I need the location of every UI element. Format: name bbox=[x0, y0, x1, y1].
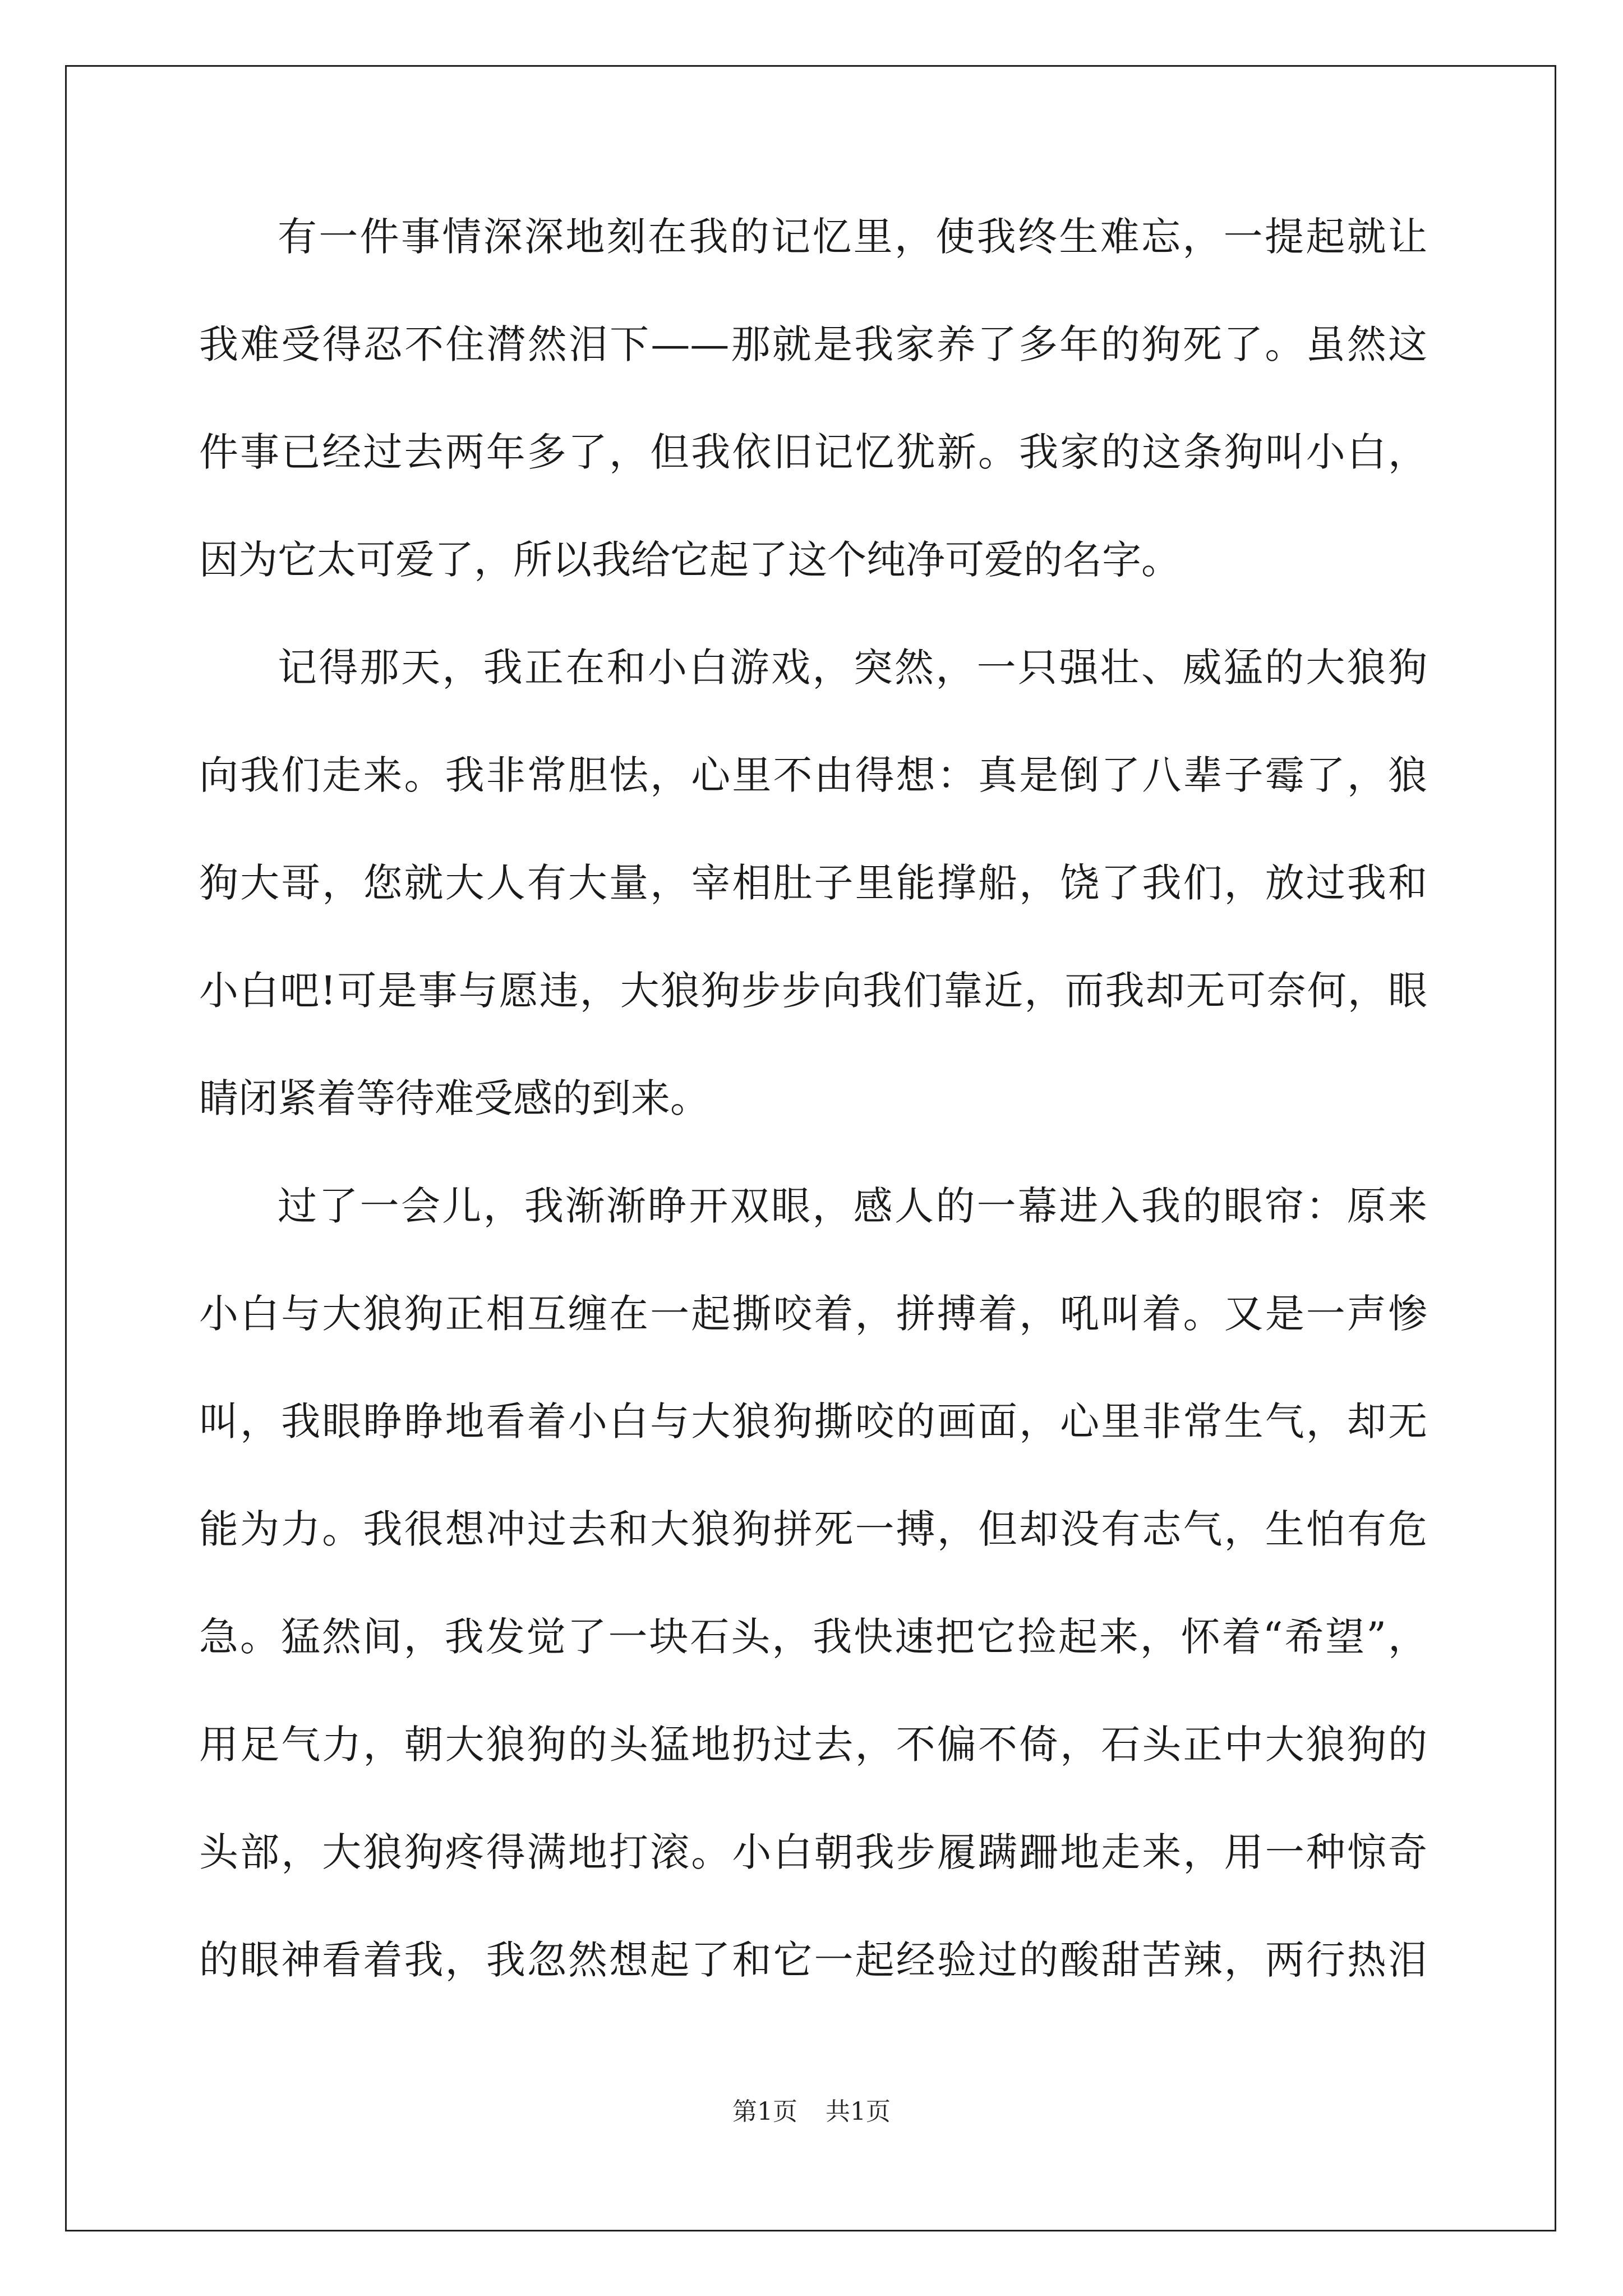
page-total: 共1页 bbox=[826, 2097, 891, 2126]
text-line: 的眼神看着我，我忽然想起了和它一起经验过的酸甜苦辣，两行热泪 bbox=[199, 1937, 1427, 1983]
text-line: 能为力。我很想冲过去和大狼狗拼死一搏，但却没有志气，生怕有危 bbox=[199, 1506, 1427, 1552]
text-line: 因为它太可爱了，所以我给它起了这个纯净可爱的名字。 bbox=[199, 537, 1181, 583]
text-line: 过了一会儿，我渐渐睁开双眼，感人的一幕进入我的眼帘：原来 bbox=[278, 1183, 1427, 1229]
text-line: 急。猛然间，我发觉了一块石头，我快速把它捡起来，怀着“希望”， bbox=[199, 1614, 1427, 1660]
text-line: 记得那天，我正在和小白游戏，突然，一只强壮、威猛的大狼狗 bbox=[278, 645, 1427, 691]
text-line: 睛闭紧着等待难受感的到来。 bbox=[199, 1075, 709, 1121]
text-line: 头部，大狼狗疼得满地打滚。小白朝我步履蹒跚地走来，用一种惊奇 bbox=[199, 1829, 1427, 1875]
text-line: 狗大哥，您就大人有大量，宰相肚子里能撑船，饶了我们，放过我和 bbox=[199, 860, 1427, 906]
text-line: 用足气力，朝大狼狗的头猛地扔过去，不偏不倚，石头正中大狼狗的 bbox=[199, 1722, 1427, 1768]
text-line: 叫，我眼睁睁地看着小白与大狼狗撕咬的画面，心里非常生气，却无 bbox=[199, 1398, 1427, 1444]
page-number: 第1页 bbox=[732, 2097, 797, 2126]
page-footer bbox=[0, 2091, 1623, 2127]
text-line: 我难受得忍不住潸然泪下——那就是我家养了多年的狗死了。虽然这 bbox=[199, 321, 1427, 367]
page-border bbox=[65, 65, 1556, 2231]
text-line: 有一件事情深深地刻在我的记忆里，使我终生难忘，一提起就让 bbox=[278, 214, 1427, 260]
text-line: 向我们走来。我非常胆怯，心里不由得想：真是倒了八辈子霉了，狼 bbox=[199, 752, 1427, 798]
text-line: 小白与大狼狗正相互缠在一起撕咬着，拼搏着，吼叫着。又是一声惨 bbox=[199, 1291, 1427, 1337]
text-line: 小白吧!可是事与愿违，大狼狗步步向我们靠近，而我却无可奈何，眼 bbox=[199, 968, 1427, 1014]
text-line: 件事已经过去两年多了，但我依旧记忆犹新。我家的这条狗叫小白， bbox=[199, 429, 1427, 475]
